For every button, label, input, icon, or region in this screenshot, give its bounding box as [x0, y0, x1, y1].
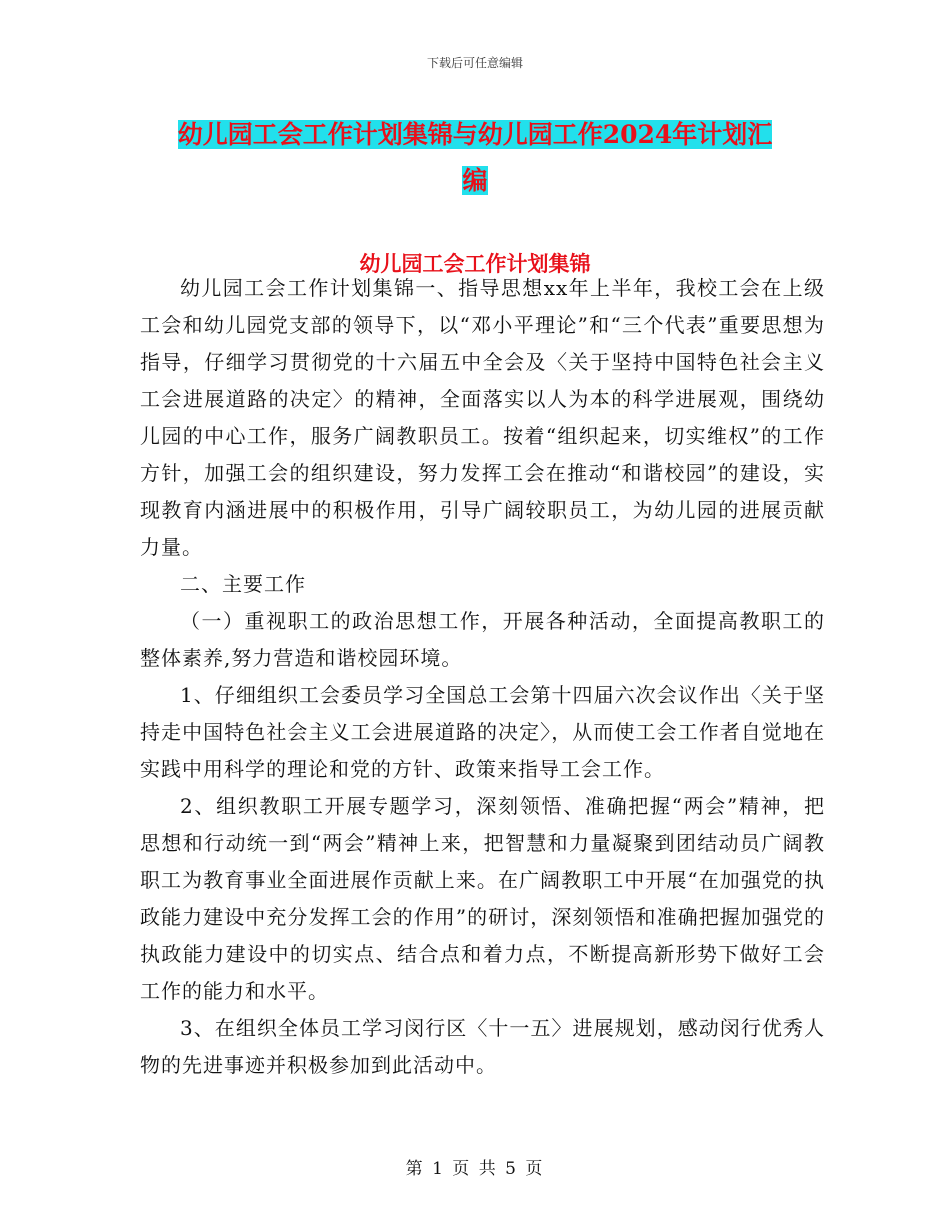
paragraph: （一）重视职工的政治思想工作，开展各种活动，全面提高教职工的整体素养,努力营造和谐校园环境。 [140, 609, 825, 670]
paragraph: 1、仔细组织工会委员学习全国总工会第十四届六次会议作出〈关于坚持走中国特色社会主义工会进展道路的决定〉，从而使工会工作者自觉地在实践中用科学的理论和党的方针、政策来指导工会工作。 [140, 683, 825, 781]
section-title: 幼儿园工会工作计划集锦 [359, 251, 591, 276]
page-number: 第 1 页 共 5 页 [405, 1159, 545, 1179]
paragraph: 2、组织教职工开展专题学习，深刻领悟、准确把握“两会”精神，把思想和行动统一到“两会”精神上来，把智慧和力量凝聚到团结动员广阔教职工为教育事业全面进展作贡献上来。在广阔教职工中开展“在加强党的执政能力建设中充分发挥工会的作用”的研讨，深刻领悟和准确把握加强党的执政能力建设中的切实点、结合点和着力点，不断提高新形势下做好工会工作的能力和水平。 [140, 794, 825, 1003]
paragraph: 幼儿园工会工作计划集锦一、指导思想xx年上半年，我校工会在上级工会和幼儿园党支部的领导下，以“邓小平理论”和“三个代表”重要思想为指导，仔细学习贯彻党的十六届五中全会及〈关于坚持中国特色社会主义工会进展道路的决定〉的精神，全面落实以人为本的科学进展观，围绕幼儿园的中心工作，服务广阔教职员工。按着“组织起来，切实维权”的工作方针，加强工会的组织建设，努力发挥工会在推动“和谐校园”的建设，实现教育内涵进展中的积极作用，引导广阔较职员工，为幼儿园的进展贡献力量。 [140, 276, 825, 559]
document-title-line1: 幼儿园工会工作计划集锦与幼儿园工作2024年计划汇 [177, 120, 773, 149]
document-title-line2: 编 [462, 166, 488, 195]
paragraph: 二、主要工作 [180, 572, 306, 596]
header-note: 下载后可任意编辑 [426, 56, 523, 70]
body-text [140, 270, 825, 1084]
paragraph: 3、在组织全体员工学习闵行区〈十一五〉进展规划，感动闵行优秀人物的先进事迹并积极参加到此活动中。 [140, 1016, 825, 1077]
document-title [0, 112, 950, 204]
